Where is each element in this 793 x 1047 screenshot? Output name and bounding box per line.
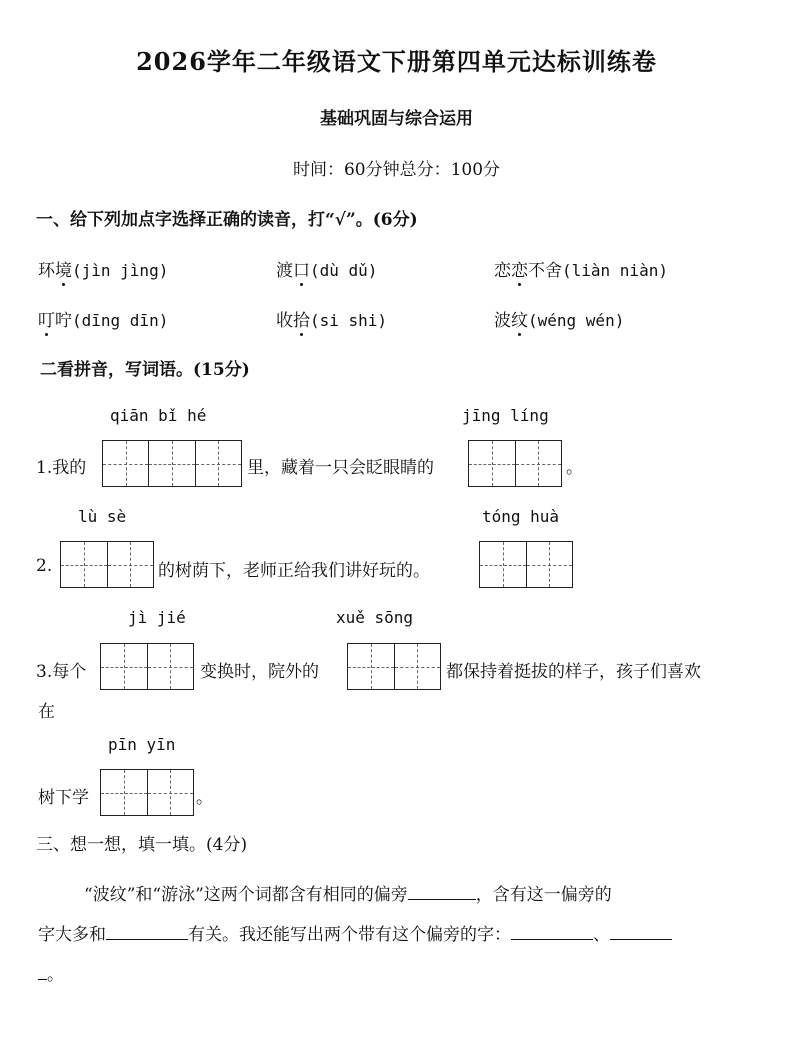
time-info: 时间：60分钟总分：100分 bbox=[292, 160, 501, 180]
item-text: 波 bbox=[494, 311, 511, 331]
pron-item-1 bbox=[38, 256, 168, 281]
fill-blank[interactable] bbox=[610, 923, 672, 940]
q3-text-f: 。 bbox=[196, 788, 213, 808]
grid-cell[interactable] bbox=[527, 542, 573, 587]
fill-blank[interactable] bbox=[408, 883, 476, 900]
q2-text-b: 的树荫下，老师正给我们讲好玩的。 bbox=[158, 561, 430, 581]
grid-cell[interactable] bbox=[149, 441, 195, 486]
item-text: 收 bbox=[276, 311, 293, 331]
dotted-char: 叮 bbox=[38, 306, 55, 331]
pinyin-options[interactable]: (jìn jìng) bbox=[72, 261, 169, 280]
item-text: 不舍 bbox=[528, 261, 562, 281]
pron-item-5 bbox=[276, 306, 387, 331]
section3-text: 字大多和 bbox=[38, 925, 106, 945]
pron-item-6 bbox=[494, 306, 624, 331]
fill-blank[interactable] bbox=[511, 923, 593, 940]
grid-cell[interactable] bbox=[516, 441, 562, 486]
dotted-char: 纹 bbox=[511, 306, 528, 331]
q2-pinyin-a: lù sè bbox=[78, 507, 127, 526]
q3-text-d: 在 bbox=[38, 702, 55, 722]
q2-pinyin-b: tóng huà bbox=[482, 507, 560, 526]
pinyin-options[interactable]: (dīng dīn) bbox=[72, 311, 169, 330]
pron-item-4 bbox=[38, 306, 168, 331]
q1-text bbox=[36, 453, 86, 478]
pinyin-options[interactable]: (dù dǔ) bbox=[310, 261, 378, 280]
q1-text-a: 我的 bbox=[52, 458, 87, 478]
q1-text-b: 里，藏着一只会眨眼睛的 bbox=[247, 458, 434, 478]
pron-item-2 bbox=[276, 256, 377, 281]
dotted-char: 境 bbox=[55, 256, 72, 281]
fill-blank[interactable] bbox=[38, 963, 47, 980]
q3-answer-grid-a[interactable] bbox=[100, 643, 194, 690]
grid-cell[interactable] bbox=[61, 542, 108, 587]
q3-pinyin-a: jì jié bbox=[128, 608, 186, 627]
q1-text-c: 。 bbox=[566, 458, 583, 478]
q1-answer-grid-b[interactable] bbox=[468, 440, 562, 487]
grid-cell[interactable] bbox=[101, 770, 148, 815]
q3-number: 3. bbox=[36, 662, 53, 682]
pinyin-options[interactable]: (si shi) bbox=[310, 311, 388, 330]
item-text: 渡 bbox=[276, 261, 293, 281]
q3-pinyin-b: xuě sōng bbox=[336, 608, 414, 627]
q3-pinyin-c: pīn yīn bbox=[108, 735, 176, 754]
dotted-char: 恋 bbox=[511, 256, 528, 281]
grid-cell[interactable] bbox=[469, 441, 516, 486]
section1-heading: 一、给下列加点字选择正确的读音，打“√”。(6分) bbox=[36, 210, 418, 230]
page-title: 2026学年二年级语文下册第四单元达标训练卷 bbox=[136, 47, 657, 76]
item-text: 咛 bbox=[55, 311, 72, 331]
section3-text: “波纹”和“游泳”这两个词都含有相同的偏旁 bbox=[84, 885, 408, 905]
q1-answer-grid-a[interactable] bbox=[102, 440, 242, 487]
dotted-char: 口 bbox=[293, 256, 310, 281]
q3-text bbox=[36, 657, 86, 682]
q2-answer-grid-a[interactable] bbox=[60, 541, 154, 588]
q3-text-e: 树下学 bbox=[38, 788, 89, 808]
grid-cell[interactable] bbox=[103, 441, 149, 486]
section3-line1 bbox=[84, 880, 612, 905]
section2-heading: 二看拼音，写词语。(15分) bbox=[40, 360, 250, 380]
fill-blank[interactable] bbox=[106, 923, 188, 940]
grid-cell[interactable] bbox=[196, 441, 241, 486]
q3-text-c: 都保持着挺拔的样子，孩子们喜欢 bbox=[446, 662, 701, 682]
section3-text: 有关。我还能写出两个带有这个偏旁的字： bbox=[188, 925, 511, 945]
item-text: 恋 bbox=[494, 261, 511, 281]
pron-item-3 bbox=[494, 256, 668, 281]
grid-cell[interactable] bbox=[101, 644, 148, 689]
q2-number: 2. bbox=[36, 556, 53, 576]
grid-cell[interactable] bbox=[480, 542, 527, 587]
dotted-char: 拾 bbox=[293, 306, 310, 331]
page-subtitle: 基础巩固与综合运用 bbox=[320, 109, 473, 129]
grid-cell[interactable] bbox=[348, 644, 395, 689]
q3-answer-grid-b[interactable] bbox=[347, 643, 441, 690]
q2-answer-grid-b[interactable] bbox=[479, 541, 573, 588]
grid-cell[interactable] bbox=[148, 644, 194, 689]
grid-cell[interactable] bbox=[148, 770, 194, 815]
pinyin-options[interactable]: (wéng wén) bbox=[528, 311, 625, 330]
section3-text: 、 bbox=[593, 925, 610, 945]
q3-text-b: 变换时，院外的 bbox=[200, 662, 319, 682]
item-text: 环 bbox=[38, 261, 55, 281]
q3-text-a: 每个 bbox=[52, 662, 87, 682]
section3-heading: 三、想一想，填一填。(4分) bbox=[36, 835, 248, 855]
q1-number: 1. bbox=[36, 458, 53, 478]
section3-line2 bbox=[38, 920, 672, 945]
q1-pinyin-a: qiān bǐ hé bbox=[110, 406, 207, 425]
grid-cell[interactable] bbox=[108, 542, 154, 587]
q1-pinyin-b: jīng líng bbox=[462, 406, 549, 425]
section3-text: 。 bbox=[47, 965, 64, 985]
section3-line3 bbox=[38, 960, 64, 985]
section3-text: ，含有这一偏旁的 bbox=[475, 885, 612, 905]
q3-answer-grid-c[interactable] bbox=[100, 769, 194, 816]
pinyin-options[interactable]: (liàn niàn) bbox=[562, 261, 668, 280]
grid-cell[interactable] bbox=[395, 644, 441, 689]
